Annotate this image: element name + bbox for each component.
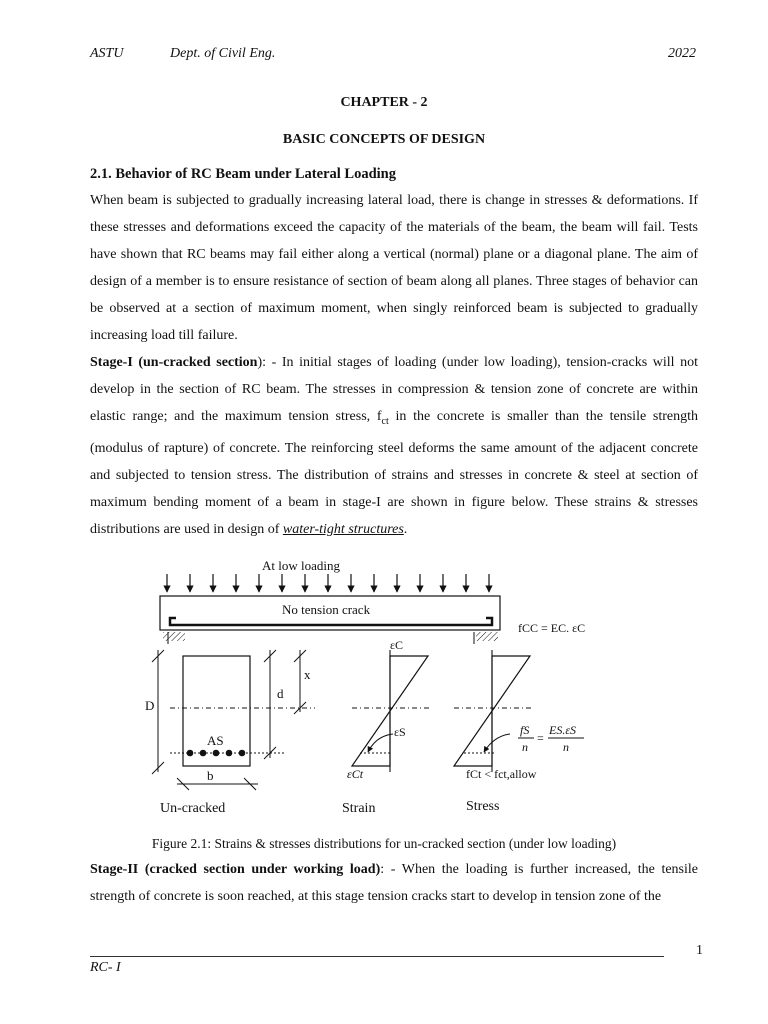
uncracked-label: Un-cracked — [160, 801, 226, 816]
beam-reinforcement — [170, 618, 492, 625]
page-number: 1 — [696, 943, 703, 958]
stage1-title: Stage-I (un-cracked section — [90, 355, 258, 370]
fct-label: fCt < fct,allow — [466, 767, 537, 781]
stress-diagram — [454, 656, 530, 766]
chapter-title: BASIC CONCEPTS OF DESIGN — [282, 132, 486, 147]
fcc-label: fCC = EC. εC — [518, 621, 586, 635]
stage1-subscript: ct — [381, 415, 389, 427]
dim-D-label: D — [145, 698, 155, 713]
cross-section — [183, 656, 250, 766]
stage1-text-b: in the concrete is smaller than the tensile strength (modulus of rapture) of concrete. The reinforcing steel deforms the same amount of the adjacent concrete and subjected to tension stress. The distribution of strains and stresses in concrete & steel at section of maximum bending moment of a beam in stage-I are shown in figure below. These strains & stresses distributions are used in design of — [90, 409, 698, 537]
eps-c-label: εC — [390, 638, 404, 652]
stage1-title-end: ): — [257, 355, 267, 370]
dim-x-label: x — [304, 667, 311, 682]
stage2-paragraph — [90, 856, 698, 910]
fs-denominator: n — [522, 740, 528, 754]
chapter-number: CHAPTER - 2 — [340, 95, 428, 110]
load-arrows — [167, 574, 489, 592]
header-year: 2022 — [668, 46, 696, 61]
svg-text:=: = — [537, 731, 544, 745]
figure-caption: Figure 2.1: Strains & stresses distributions for un-cracked section (under low loading) — [151, 836, 617, 851]
load-label: At low loading — [262, 558, 340, 573]
figure-2-1 — [0, 552, 768, 832]
dim-b-label: b — [207, 768, 214, 783]
strain-diagram — [352, 656, 428, 766]
eps-s-label: εS — [394, 725, 406, 739]
es-denominator: n — [563, 740, 569, 754]
intro-paragraph: When beam is subjected to gradually increasing lateral load, there is change in stresses & deformations. If these stresses and deformations exceed the capacity of the materials of the beam, the beam will fail. Tests have shown that RC beams may fail either along a vertical (normal) plane or a diagonal plane. The aim of design of a member is to ensure resistance of section of beam along all planes. Three stages of behavior can be observed at a section of maximum moment, when singly reinforced beam is subjected to gradually increasing load till failure. — [90, 193, 698, 343]
water-tight-link[interactable]: water-tight structures — [282, 521, 404, 537]
stress-label: Stress — [466, 799, 500, 814]
crack-label: No tension crack — [282, 602, 371, 617]
stage1-paragraph — [90, 349, 698, 543]
header-department: Dept. of Civil Eng. — [170, 46, 276, 61]
dim-d-label: d — [277, 686, 284, 701]
stage2-title: Stage-II (cracked section under working load) — [90, 862, 381, 877]
es-numerator: ES.εS — [549, 723, 577, 737]
stage1-text-a: - In initial stages of loading (under low loading), tension-cracks will not develop in the section of RC beam. The stresses in compression & tension zone of concrete are within elastic range; and the maximum tension stress, f — [90, 355, 699, 424]
stage2-text: : - When the loading is further increased, the tensile strength of concrete is soon reached, at this stage tension cracks start to develop in tension zone of the — [90, 862, 698, 904]
fs-numerator: fS — [520, 723, 530, 737]
stage1-end: . — [403, 521, 408, 537]
right-support — [476, 632, 498, 641]
footer-rule — [90, 956, 664, 957]
eps-ct-label: εCt — [347, 767, 364, 781]
left-support — [163, 632, 185, 641]
strain-label: Strain — [342, 801, 376, 816]
steel-area-label: AS — [207, 733, 224, 748]
section-title: 2.1. Behavior of RC Beam under Lateral Loading — [90, 166, 396, 182]
header-institution: ASTU — [90, 46, 124, 61]
footer-course: RC- I — [90, 960, 121, 975]
